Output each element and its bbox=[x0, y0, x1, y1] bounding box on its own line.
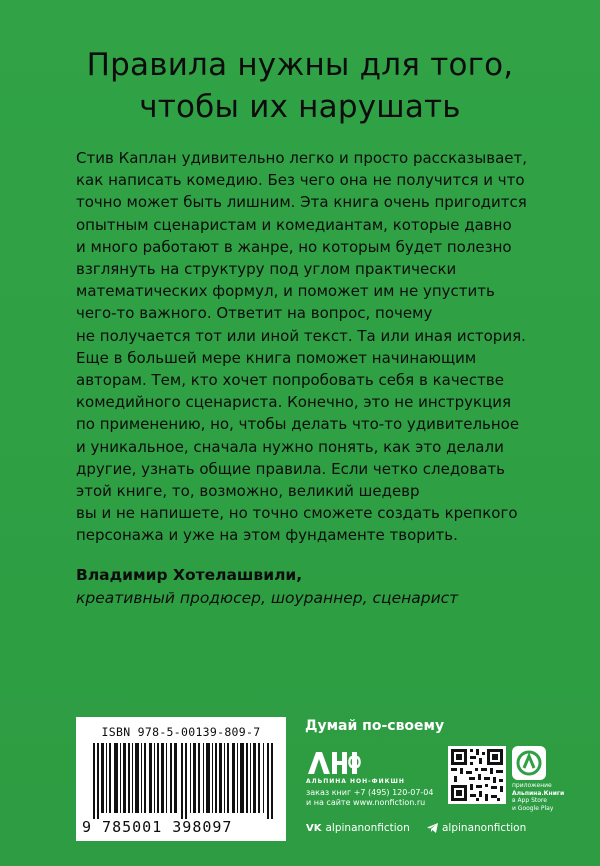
cover-title bbox=[40, 44, 560, 128]
blurb-line: комедийного сценариста. Конечно, это не инструкция bbox=[76, 393, 512, 412]
blurb-line: Еще в большей мере книга поможет начинающим bbox=[76, 348, 477, 367]
order-phone: заказ книг +7 (495) 120-07-04 bbox=[306, 788, 434, 797]
blurb-line: авторам. Тем, кто хочет попробовать себя в качестве bbox=[76, 371, 504, 390]
blurb-line: как написать комедию. Без чего она не получится и что bbox=[76, 171, 525, 190]
app-info-line: в App Store bbox=[512, 797, 547, 804]
blurb-line: этой книге, то, возможно, великий шедевр bbox=[76, 482, 420, 501]
app-badge bbox=[512, 746, 546, 780]
blurb-line: и много работают в жанре, но которым будет полезно bbox=[76, 237, 512, 256]
blurb-line: персонажа и уже на этом фундаменте творить. bbox=[76, 526, 458, 545]
title-line-1: Правила нужны для того, bbox=[86, 47, 514, 83]
blurb-line: по применению, но, чтобы делать что-то удивительное bbox=[76, 415, 520, 434]
blurb-line: и уникальное, сначала нужно понять, как это делали bbox=[76, 437, 504, 456]
order-info bbox=[306, 788, 434, 808]
isbn-text: ISBN 978-5-00139-809-7 bbox=[101, 725, 261, 739]
vk-link bbox=[306, 822, 410, 834]
barcode-panel bbox=[76, 717, 286, 841]
blurb-line: вы и не напишете, но точно сможете создать крепкого bbox=[76, 504, 518, 523]
blurb-line: другие, узнать общие правила. Если четко следовать bbox=[76, 459, 505, 478]
blurb-line: точно может быть лишним. Эта книга очень пригодится bbox=[76, 193, 527, 212]
author-role: креативный продюсер, шоураннер, сценарист bbox=[76, 589, 459, 607]
blurb-line: не получается тот или иной текст. Та или иная история. bbox=[76, 326, 526, 345]
blurb-line: чего-то важного. Ответит на вопрос, почему bbox=[76, 304, 433, 323]
publisher-name: АЛЬПИНА НОН-ФИКШН bbox=[306, 778, 405, 785]
blurb-text bbox=[76, 147, 556, 547]
order-website: и на сайте www.nonfiction.ru bbox=[306, 798, 426, 807]
vk-handle: alpinanonfiction bbox=[325, 822, 410, 834]
qr-code-icon bbox=[448, 746, 506, 804]
blurb-line: Стив Каплан удивительно легко и просто рассказывает, bbox=[76, 149, 528, 167]
barcode-digits: 9 785001 398097 bbox=[82, 818, 233, 836]
telegram-icon bbox=[427, 823, 438, 833]
vk-icon: VK bbox=[306, 822, 322, 834]
title-line-2: чтобы их нарушать bbox=[139, 89, 461, 125]
telegram-handle: alpinanonfiction bbox=[442, 822, 527, 834]
blurb-line: математических формул, и поможет им не упустить bbox=[76, 282, 495, 301]
barcode-icon bbox=[93, 743, 275, 819]
app-info-line: приложение bbox=[512, 782, 552, 789]
publisher-logo-icon bbox=[308, 750, 362, 776]
app-info bbox=[512, 782, 568, 812]
blurb-line: опытным сценаристам и комедиантам, которые давно bbox=[76, 215, 512, 234]
app-logo-icon bbox=[512, 746, 546, 780]
publisher-slogan: Думай по-своему bbox=[305, 718, 445, 734]
author-name: Владимир Хотелашвили, bbox=[76, 566, 303, 584]
telegram-link bbox=[427, 822, 526, 834]
app-info-line: Альпина.Книги bbox=[512, 789, 565, 797]
blurb-line: взглянуть на структуру под углом практически bbox=[76, 260, 457, 279]
app-info-line: и Google Play bbox=[512, 804, 554, 812]
